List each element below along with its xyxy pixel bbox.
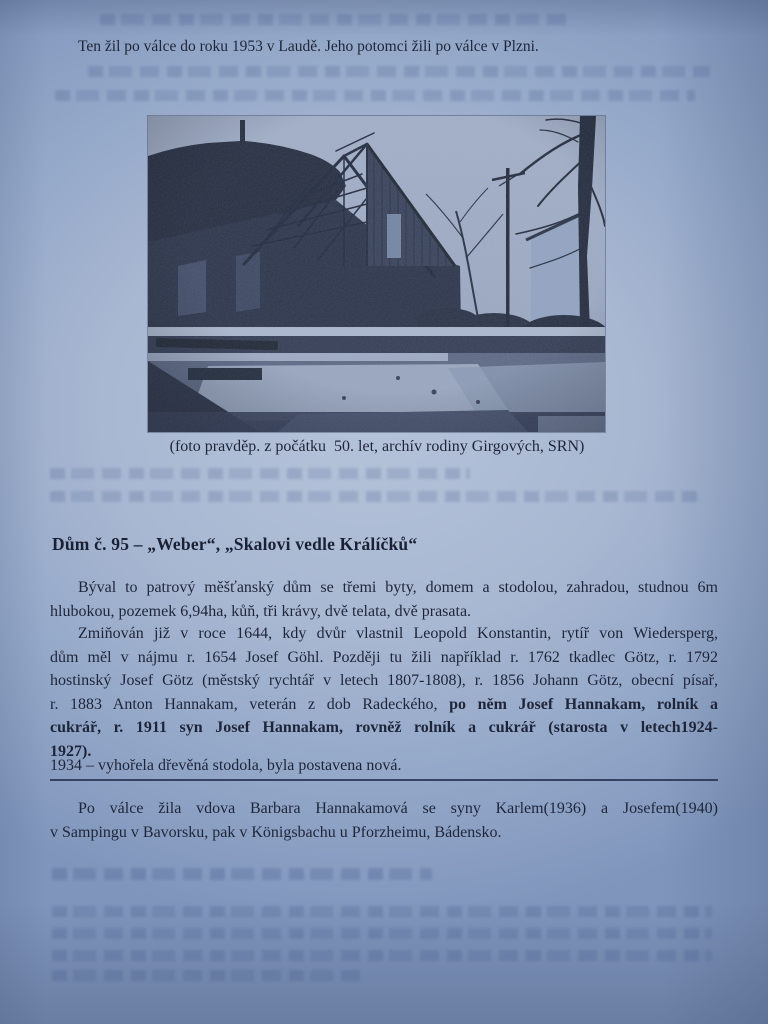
bleedthrough-text-line — [52, 950, 712, 961]
bleedthrough-text-line — [50, 491, 700, 502]
section-heading: Dům č. 95 – „Weber“, „Skalovi vedle Králíčků“ — [52, 534, 418, 554]
bleedthrough-text-line — [52, 928, 712, 939]
bleedthrough-text-line — [55, 90, 695, 101]
paragraph-line: hlubokou, pozemek 6,94ha, kůň, tři krávy, dvě telata, dvě prasata. — [50, 603, 472, 620]
bleedthrough-text-line — [52, 970, 362, 981]
bleedthrough-text-line — [52, 906, 712, 917]
paragraph-1 — [50, 576, 718, 624]
paragraph-line: cukrář, r. 1911 syn Josef Hannakam, rovněž rolník a cukrář (starosta v letech1924- — [50, 719, 718, 736]
paragraph-2 — [50, 622, 718, 763]
photo-burned-house — [148, 116, 605, 432]
photo-caption: (foto pravděp. z počátku 50. let, archív rodiny Girgových, SRN) — [169, 438, 585, 455]
event-line-1934: 1934 – vyhořela dřevěná stodola, byla postavena nová. — [50, 757, 402, 774]
bleedthrough-text-line — [50, 468, 470, 479]
paragraph-line: v Sampingu v Bavorsku, pak v Königsbachu u Pforzheimu, Bádensko. — [50, 824, 502, 841]
intro-paragraph: Ten žil po válce do roku 1953 v Laudě. Jeho potomci žili po válce v Plzni. — [78, 38, 539, 55]
paragraph-3 — [50, 797, 718, 845]
horizontal-rule — [50, 779, 718, 781]
bleedthrough-text-line — [100, 14, 570, 25]
paragraph-line: Po válce žila vdova Barbara Hannakamová se syny Karlem(1936) a Josefem(1940) — [78, 800, 718, 817]
paragraph-line: Zmiňován již v roce 1644, kdy dvůr vlastnil Leopold Konstantin, rytíř von Wiedersperg, — [78, 625, 718, 642]
paragraph-line: 1927). — [50, 742, 92, 760]
paragraph-line: r. 1883 Anton Hannakam, veterán z dob Radeckého, po něm Josef Hannakam, rolník a — [50, 695, 718, 713]
bleedthrough-text-line — [88, 66, 710, 77]
paragraph-line: dům měl v nájmu r. 1654 Josef Göhl. Později tu žili například r. 1762 tkadlec Götz, r. 1792 — [50, 648, 718, 666]
photo-burned-house-illustration — [148, 116, 605, 432]
paragraph-line: Býval to patrový měšťanský dům se třemi byty, domem a stodolou, zahradou, studnou 6m — [78, 579, 718, 596]
paragraph-line: hostinský Josef Götz (městský rychtář v letech 1807-1808), r. 1856 Johann Götz, obecní písař, — [50, 672, 718, 689]
bleedthrough-heading — [52, 868, 432, 880]
